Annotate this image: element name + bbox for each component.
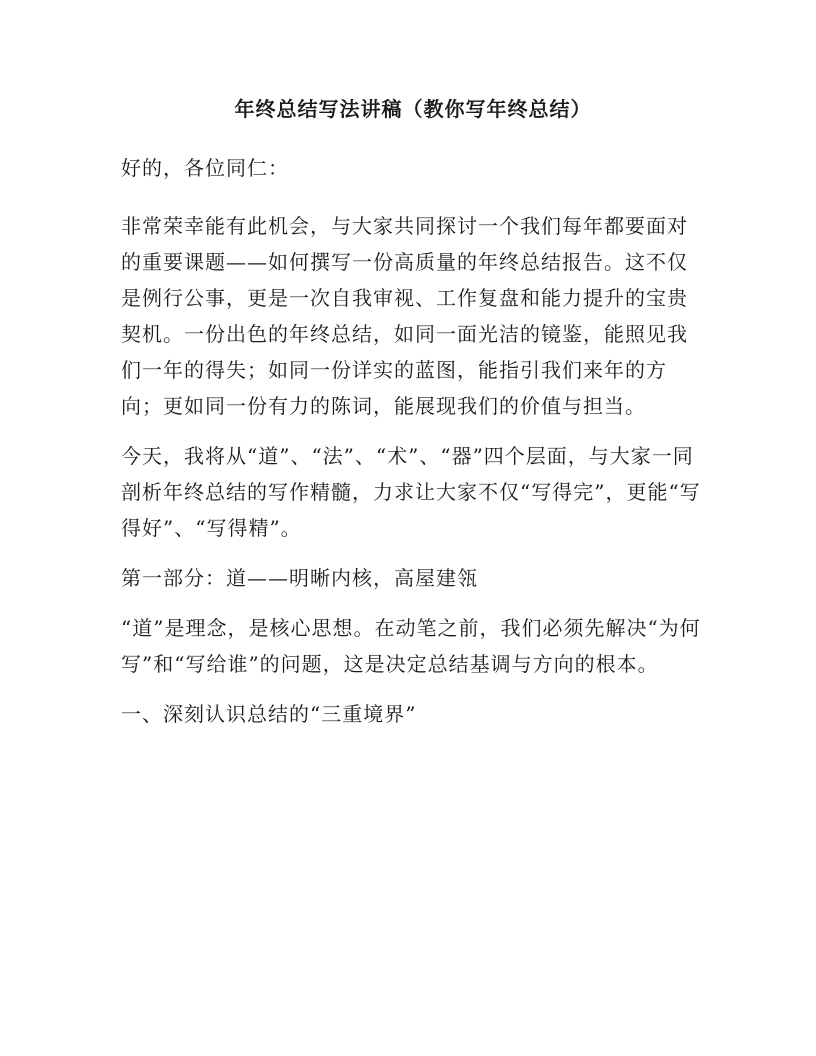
greeting-paragraph: 好的，各位同仁：	[121, 156, 289, 180]
dao-paragraph: “道”是理念，是核心思想。在动笔之前，我们必须先解决“为何写”和“写给谁”的问题，这是决定总结基调与方向的根本。	[121, 616, 701, 676]
intro-paragraph: 非常荣幸能有此机会，与大家共同探讨一个我们每年都要面对的重要课题——如何撰写一份高质量的年终总结报告。这不仅是例行公事，更是一次自我审视、工作复盘和能力提升的宝贵契机。一份出色的年终总结，如同一面光洁的镜鉴，能照见我们一年的得失；如同一份详实的蓝图，能指引我们来年的方向；更如同一份有力的陈词，能展现我们的价值与担当。	[121, 214, 688, 418]
document-body	[121, 94, 705, 732]
document-title: 年终总结写法讲稿（教你写年终总结）	[234, 97, 592, 121]
section-heading-part-one: 第一部分：道——明晰内核，高屋建瓴	[121, 566, 478, 590]
overview-paragraph: 今天，我将从“道”、“法”、“术”、“器”四个层面，与大家一同剖析年终总结的写作精髓，力求让大家不仅“写得完”，更能“写得好”、“写得精”。	[121, 444, 701, 540]
subsection-heading-one: 一、深刻认识总结的“三重境界”	[121, 702, 417, 726]
